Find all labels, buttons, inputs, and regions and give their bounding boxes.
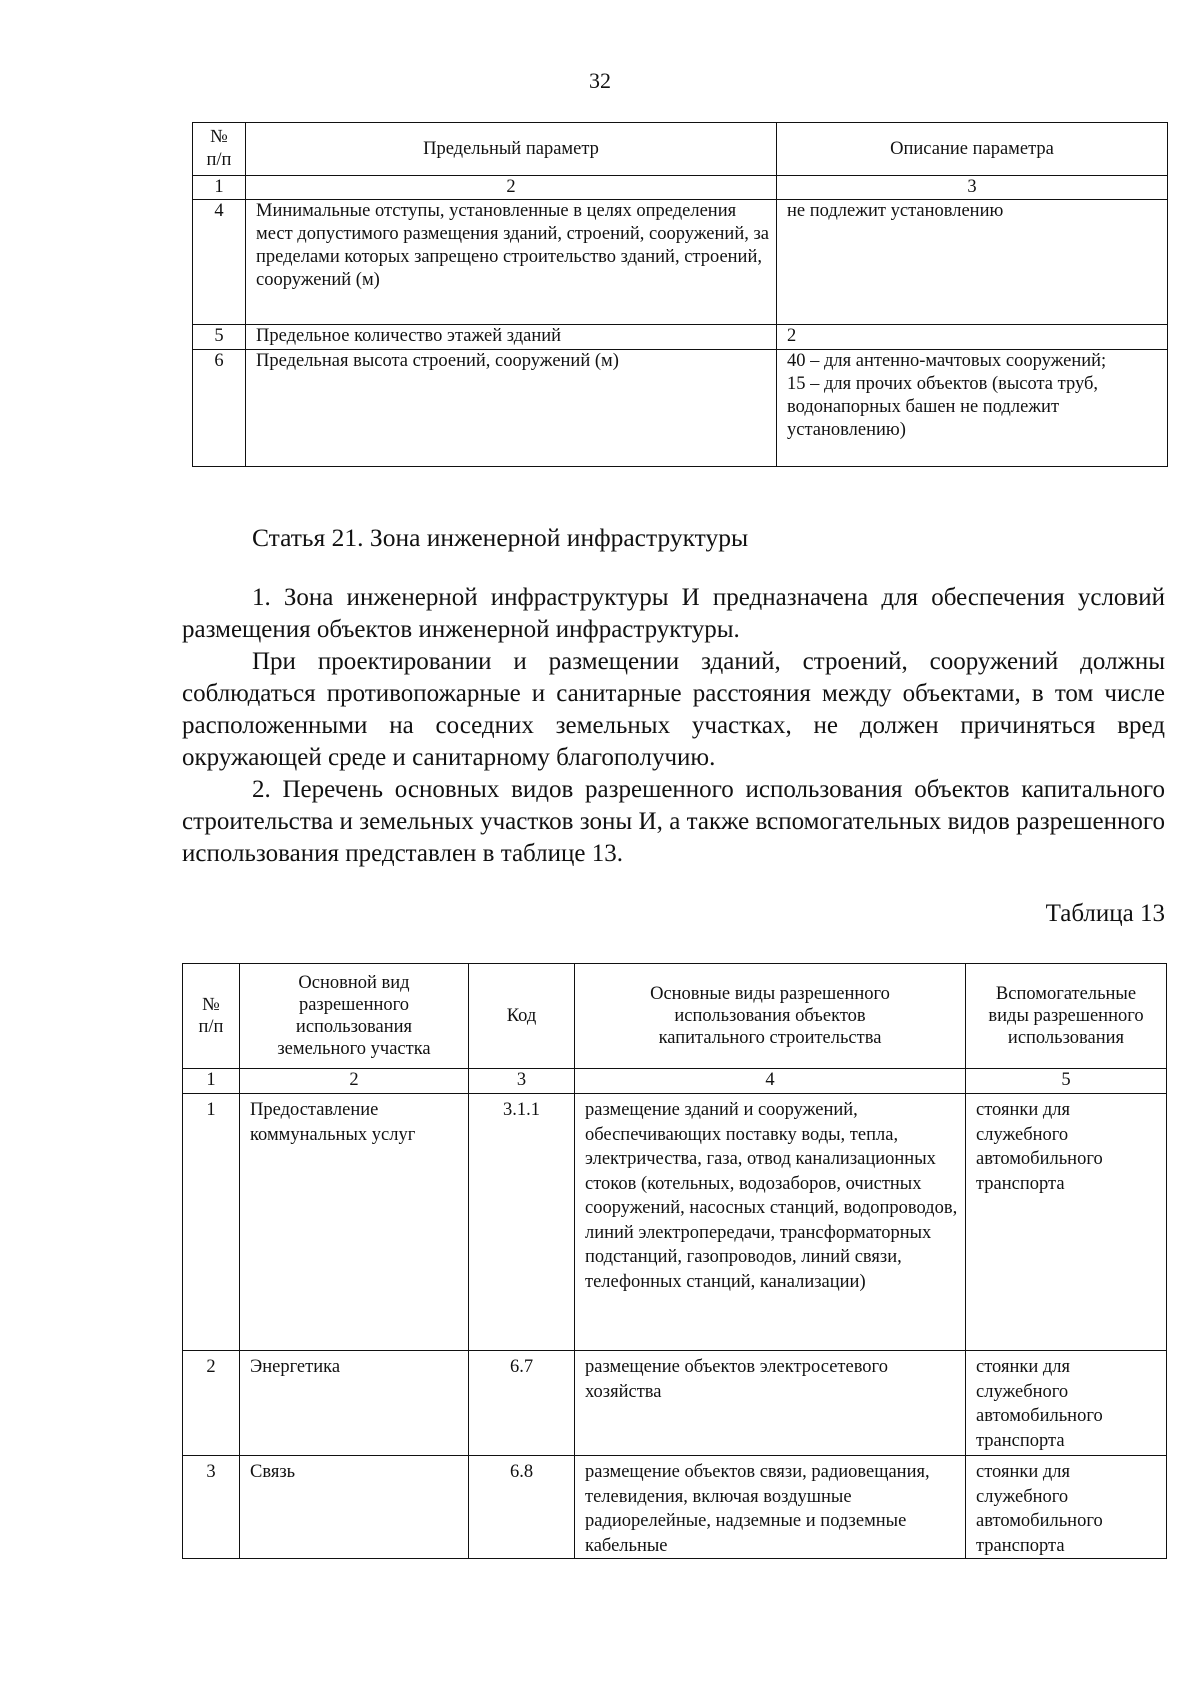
row-desc: 40 – для антенно-мачтовых сооружений; 15 – для прочих объектов (высота труб, водонапорных башен не подлежит установлению) [777,350,1168,467]
row-num: 5 [193,325,246,350]
row-param: Предельная высота строений, сооружений (м) [246,350,777,467]
header-num: № п/п [183,964,240,1069]
zone-uses-table [182,963,1167,1559]
col-number: 2 [240,1069,469,1094]
header-land-use: Основной вид разрешенного использования земельного участка [240,964,469,1069]
table-header-row [183,964,1167,1069]
row-num: 3 [183,1456,240,1559]
col-number: 1 [183,1069,240,1094]
row-desc: 2 [777,325,1168,350]
limits-table [192,122,1168,467]
page-number: 32 [589,68,611,93]
column-number-row [183,1069,1167,1094]
row-code: 3.1.1 [469,1094,575,1351]
row-land-use: Предоставление коммунальных услуг [240,1094,469,1351]
table-row [193,350,1168,467]
column-number-row [193,176,1168,200]
header-main-uses: Основные виды разрешенного использования объектов капитального строительства [575,964,966,1069]
table-row [193,200,1168,325]
row-num: 2 [183,1351,240,1456]
row-aux-uses: стоянки для служебного автомобильного транспорта [966,1456,1167,1559]
row-aux-uses: стоянки для служебного автомобильного транспорта [966,1094,1167,1351]
row-param: Предельное количество этажей зданий [246,325,777,350]
header-aux-uses: Вспомогательные виды разрешенного использования [966,964,1167,1069]
row-code: 6.7 [469,1351,575,1456]
header-code: Код [469,964,575,1069]
header-param: Предельный параметр [246,123,777,176]
row-desc: не подлежит установлению [777,200,1168,325]
article-heading: Статья 21. Зона инженерной инфраструктуры [252,523,749,552]
row-land-use: Энергетика [240,1351,469,1456]
row-aux-uses: стоянки для служебного автомобильного транспорта [966,1351,1167,1456]
table-caption: Таблица 13 [1045,900,1165,927]
paragraph: При проектировании и размещении зданий, строений, сооружений должны соблюдаться противопожарные и санитарные расстояния между объектами, в том числе расположенными на соседних земельных участках, не должен причиняться вред окружающей среде и санитарному благополучию. [182,648,1165,771]
row-num: 1 [183,1094,240,1351]
col-number: 5 [966,1069,1167,1094]
row-num: 6 [193,350,246,467]
row-main-uses: размещение объектов связи, радиовещания, телевидения, включая воздушные радиорелейные, надземные и подземные кабельные [575,1456,966,1559]
paragraph: 1. Зона инженерной инфраструктуры И предназначена для обеспечения условий размещения объектов инженерной инфраструктуры. [182,584,1165,643]
table-row [193,325,1168,350]
article-body [182,582,1165,870]
row-land-use: Связь [240,1456,469,1559]
col-number: 2 [246,176,777,200]
col-number: 3 [777,176,1168,200]
header-desc: Описание параметра [777,123,1168,176]
col-number: 4 [575,1069,966,1094]
col-number: 3 [469,1069,575,1094]
paragraph: 2. Перечень основных видов разрешенного использования объектов капитального строительства и земельных участков зоны И, а также вспомогательных видов разрешенного использования представлен в таблице 13. [182,776,1165,867]
table-header-row [193,123,1168,176]
row-main-uses: размещение зданий и сооружений, обеспечивающих поставку воды, тепла, электричества, газа, отвод канализационных стоков (котельных, водозаборов, очистных сооружений, насосных станций, водопроводов, линий электропередачи, трансформаторных подстанций, газопроводов, линий связи, телефонных станций, канализации) [575,1094,966,1351]
table-row [183,1094,1167,1351]
col-number: 1 [193,176,246,200]
row-num: 4 [193,200,246,325]
header-num: № п/п [193,123,246,176]
table-row [183,1456,1167,1559]
row-main-uses: размещение объектов электросетевого хозяйства [575,1351,966,1456]
row-param: Минимальные отступы, установленные в целях определения мест допустимого размещения зданий, строений, сооружений, за пределами которых запрещено строительство зданий, строений, сооружений (м) [246,200,777,325]
table-row [183,1351,1167,1456]
row-code: 6.8 [469,1456,575,1559]
